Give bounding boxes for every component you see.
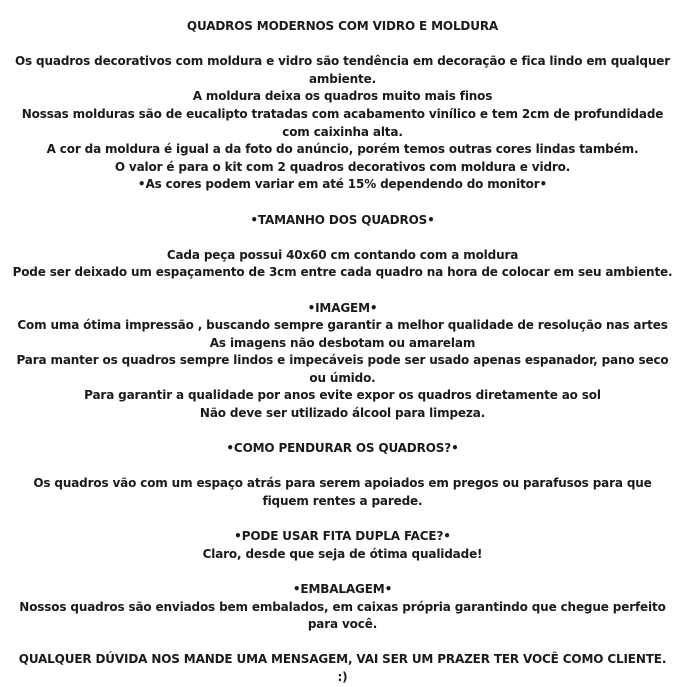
size-section <box>12 212 673 282</box>
intro-line: A cor da moldura é igual a da foto do anúncio, porém temos outras cores lindas também. <box>46 142 639 157</box>
spacer <box>12 282 673 300</box>
packaging-section <box>12 581 673 634</box>
spacer <box>12 36 673 54</box>
intro-line: O valor é para o kit com 2 quadros decorativos com moldura e vidro. <box>114 159 571 174</box>
intro-line: Os quadros decorativos com moldura e vidro são tendência em decoração e fica lindo em qualquer ambiente. <box>14 54 671 86</box>
section-heading: •TAMANHO DOS QUADROS• <box>250 212 435 227</box>
section-line: Para manter os quadros sempre lindos e impecáveis pode ser usado apenas espanador, pano seco ou úmido. <box>16 353 669 385</box>
image-section <box>12 300 673 423</box>
section-line: Cada peça possui 40x60 cm contando com a moldura <box>166 247 519 262</box>
spacer <box>12 511 673 529</box>
section-line: As imagens não desbotam ou amarelam <box>209 335 476 350</box>
intro-line: •As cores podem variar em até 15% dependendo do monitor• <box>137 177 548 192</box>
tape-section <box>12 528 673 563</box>
spacer <box>12 634 673 652</box>
spacer <box>12 423 673 441</box>
intro-line: Nossas molduras são de eucalipto tratadas com acabamento vinílico e tem 2cm de profundidade com caixinha alta. <box>21 106 664 139</box>
section-line: Claro, desde que seja de ótima qualidade! <box>202 546 483 561</box>
section-heading: •EMBALAGEM• <box>292 582 393 596</box>
spacer <box>12 458 673 476</box>
spacer <box>12 563 673 581</box>
page-title: QUADROS MODERNOS COM VIDRO E MOLDURA <box>186 19 499 33</box>
section-line: Os quadros vão com um espaço atrás para serem apoiados em pregos ou parafusos para que fiquem rentes a parede. <box>33 476 652 509</box>
section-heading: •IMAGEM• <box>307 300 378 315</box>
section-line: Para garantir a qualidade por anos evite expor os quadros diretamente ao sol <box>84 388 601 403</box>
section-line: Nossos quadros são enviados bem embalados, em caixas própria garantindo que chegue perfeito para você. <box>19 599 666 632</box>
spacer <box>12 229 673 247</box>
intro-line: A moldura deixa os quadros muito mais finos <box>192 89 493 104</box>
section-line: Com uma ótima impressão , buscando sempre garantir a melhor qualidade de resolução nas artes <box>17 318 668 333</box>
closing-message: QUALQUER DÚVIDA NOS MANDE UMA MENSAGEM, VAI SER UM PRAZER TER VOCÊ COMO CLIENTE. :) <box>18 652 667 684</box>
spacer <box>12 194 673 212</box>
hang-section <box>12 440 673 510</box>
section-heading: •COMO PENDURAR OS QUADROS?• <box>226 441 459 456</box>
section-heading: •PODE USAR FITA DUPLA FACE?• <box>234 529 451 544</box>
section-line: Pode ser deixado um espaçamento de 3cm entre cada quadro na hora de colocar em seu ambiente. <box>12 265 673 280</box>
intro-section <box>12 53 673 194</box>
section-line: Não deve ser utilizado álcool para limpeza. <box>199 406 486 421</box>
